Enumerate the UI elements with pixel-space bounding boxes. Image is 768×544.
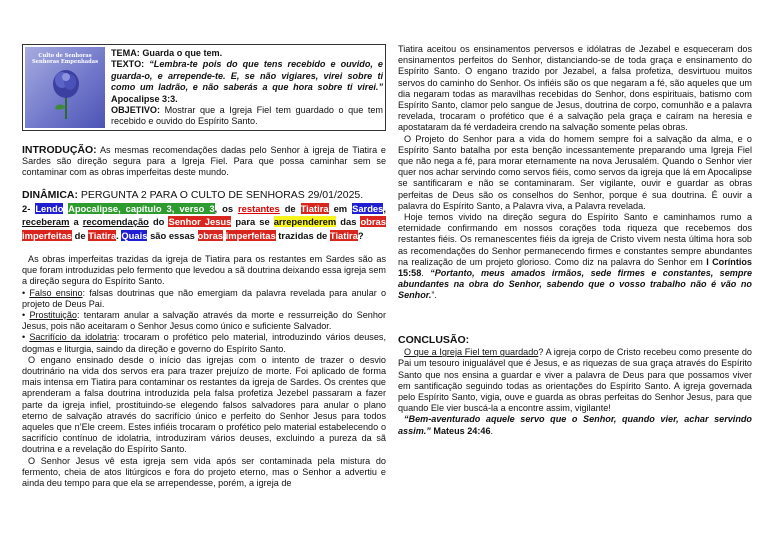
- rose-icon: [47, 67, 85, 119]
- bullet-prostituicao: • Prostituição: tentaram anular a salvação através da morte e ressurreição do Senhor Jesus, pois não aceitaram o Senhor Jesus como único e suficiente Salvador.: [22, 310, 386, 332]
- header-text: [111, 48, 383, 128]
- left-paragraph-3: O Senhor Jesus vê esta igreja sem vida após ser contaminada pela mistura do fermento, cheia de atos litúrgicos e fora do projeto eterno, mas o Senhor a advertiu e ainda deu tempo para que ela se arrependesse, porém, a igreja de: [22, 455, 386, 489]
- dinamica-heading: DINÂMICA: PERGUNTA 2 PARA O CULTO DE SENHORAS 29/01/2025.: [22, 189, 364, 201]
- cover-image: [25, 47, 105, 128]
- conclusao-section: [398, 335, 752, 437]
- tema-line: TEMA: Guarda o que tem.: [111, 48, 223, 58]
- bullet-idolatria: • Sacrifício da idolatria: trocaram o profético pelo material, introduzindo vários deuses, dogmas e liturgia, saindo da direção e governo do Espírito Santo.: [22, 332, 386, 354]
- header-box: [22, 44, 386, 131]
- right-body: [398, 44, 752, 302]
- left-paragraph-2: O engano ensinado desde o início das igrejas com o intento de trazer o desvio doutrinário na vida dos servos era para trazer prejuízo de morte. Foi aplicado de forma mais intensa em Tiatira para contaminar os restantes da igreja de Sardes. Os crentes que aprenderam a falsa doutrina introduzida pela falsa profetiza Jezebel passaram a fazer parte da igreja infiel, prostituindo-se elegendo falsos salvadores para anular o plano eterno de salvação através do sacrifício único e perfeito do Senhor Jesus para todos aqueles que n’Ele creem. Estes infiéis trocaram o profético pelo material estabelecendo o sacrifício contínuo de idolatria, introduziram vários deuses, excluindo a pureza da sã doutrina e a revelação do Espírito Santo.: [22, 354, 386, 455]
- texto-line: TEXTO: “Lembra-te pois do que tens recebido e ouvido, e guarda-o, e arrepende-te. E, se não vigiares, virei sobre ti como um ladrão, e não saberás a que hora sobre ti virei.” Apocalipse 3:3.: [111, 59, 383, 104]
- bullet-falso-ensino: • Falso ensino: falsas doutrinas que não emergiam da palavra revelada para anular o projeto de Deus Pai.: [22, 287, 386, 309]
- conclusao-label: CONCLUSÃO:: [398, 334, 470, 346]
- intro-text: As mesmas recomendações dadas pelo Senhor à igreja de Tiatira e Sardes são direção segura para a Igreja Fiel. Para que possa caminhar sem se contaminar com as obras imperfeitas deste mundo.: [22, 145, 386, 178]
- left-paragraph-1: As obras imperfeitas trazidas da igreja de Tiatira para os restantes em Sardes são as que foram introduzidas pelo fermento que levedou a sã doutrina deixando essa igreja sem a direção segura do Espírito Santo.: [22, 254, 386, 287]
- left-body: [22, 254, 386, 489]
- conclusao-verse: “Bem-aventurado aquele servo que o Senhor, quando vier, achar servindo assim.” Mateus 24:46.: [398, 414, 752, 436]
- conclusao-text: O que a Igreja Fiel tem guardado? A igreja corpo de Cristo recebeu como presente do Pai um tesouro inigualável que é Jesus, e as riquezas de sua graça através do Espírito Santo que nos ensina a guardar e viver a palavra de Deus para que possamos viver em santificação seguindo todas as orientações do Espírito Santo. A igreja governada pelo Espírito Santo, vigia, ouve e guarda as obras perfeitas do Senhor Jesus, para que quando Ele vier buscá-la a encontre assim, vigilante!: [398, 347, 752, 414]
- cover-title: Culto de Senhoras Senhoras Empenhadas: [31, 53, 99, 65]
- right-paragraph-2: O Projeto do Senhor para a vida do homem sempre foi a salvação da alma, e o Espírito Santo batalha por esta benção incessantemente preparando uma Igreja Fiel que não nega a fé, para morar eternamente na nova Jerusalém. Quando o Senhor vier quer nos achar servindo como servos fiéis, como servos da igreja que lá em Apocalipse se santificaram e não se contaminaram. Ser vigilante, ouvir e guardar as obras perfeitas de Deus são os conselhos do Senhor, porque é sua doutrina. É ouvir a palavra do Espírito Santo, a Palavra viva, a Palavra revelada.: [398, 133, 752, 211]
- right-paragraph-1: Tiatira aceitou os ensinamentos perversos e idólatras de Jezabel e esqueceram dos ensinamentos perfeitos do Senhor, distanciando-se de toda graça e ensinamento do Espírito Santo. O engano trazido por Jezabel, a falsa profetiza, desvirtuou muitos servos do caminho do Senhor. Os infiéis são os que negaram a fé, são aqueles que um dia negaram todas as maravilhas recebidas do Senhor, dons espirituais, batismo com Espírito Santo, clamor pelo sangue de Jesus, doutrina de corpo, comunhão e a palavra revelada, trocaram o profético que é a salvação pela graça e caíram na heresia e apostataram da fé verdadeira crendo na salvação somente pelas obras.: [398, 44, 752, 133]
- right-paragraph-3: Hoje temos vivido na direção segura do Espírito Santo e caminhamos rumo a eternidade confirmando em nossos corações toda riqueza que recebemos dos restantes fiéis. Os remanescentes fiéis da igreja de Cristo vivem nesta última hora sob as recomendações do Senhor permanecendo firmes e constantes sempre abundantes na realização de um projeto glorioso. Como diz na palavra do Senhor em I Coríntios 15:58. “Portanto, meus amados irmãos, sede firmes e constantes, sempre abundantes na obra do Senhor, sabendo que o vosso trabalho não é vão no Senhor.”.: [398, 212, 753, 301]
- objetivo-line: OBJETIVO: Mostrar que a Igreja Fiel tem guardado o que tem recebido e ouvido do Espírito Santo.: [111, 105, 384, 127]
- intro-label: INTRODUÇÃO:: [22, 144, 97, 156]
- dinamica-question: 2- Lendo Apocalipse, capítulo 3, verso 3, os restantes de Tiatira em Sardes, receberam a recomendação do Senhor Jesus para se arrependerem das obras imperfeitas de Tiatira. Quais são essas obras imperfeitas trazidas de Tiatira?: [22, 203, 386, 241]
- dinamica-section: [22, 189, 386, 242]
- intro-section: [22, 145, 386, 179]
